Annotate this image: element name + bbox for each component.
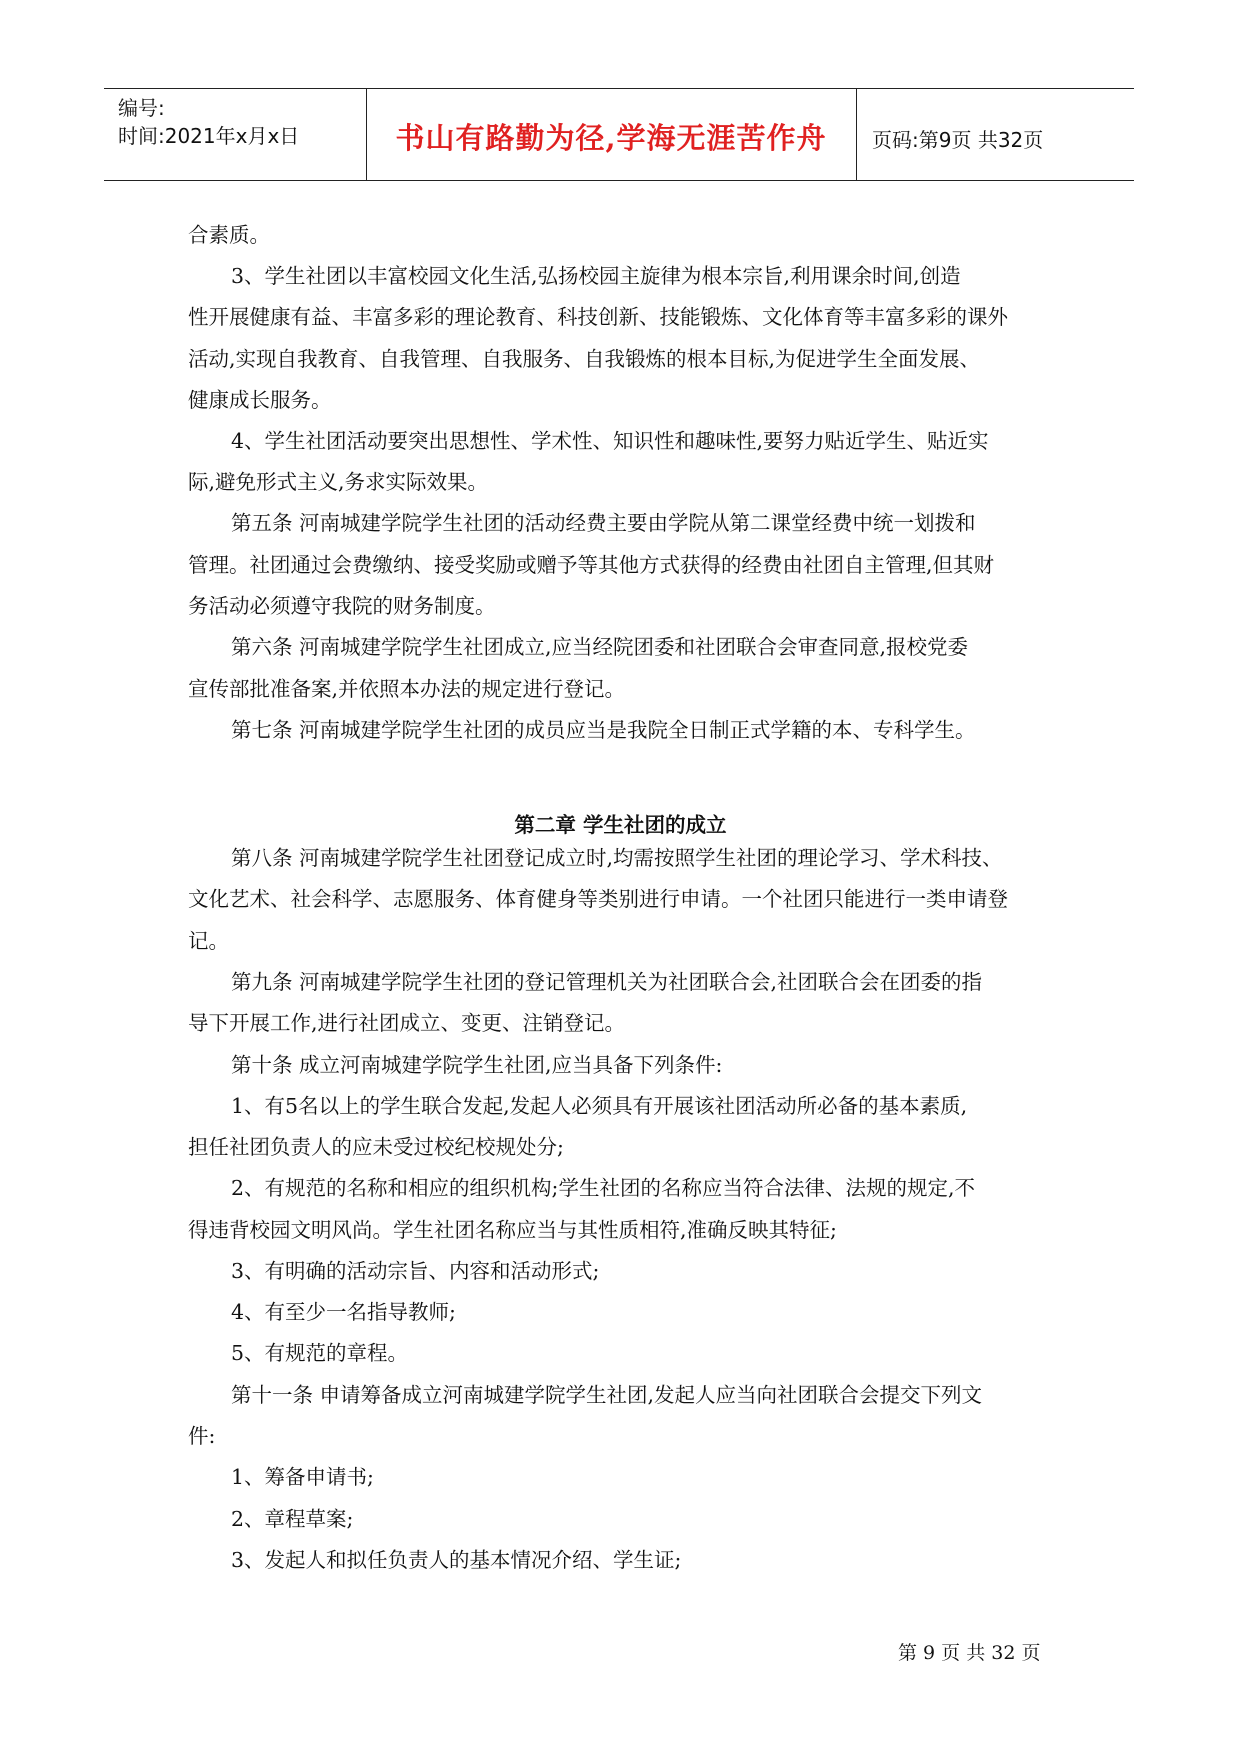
chapter-title: 第二章 学生社团的成立	[514, 813, 727, 837]
body-line-text: 第六条 河南城建学院学生社团成立,应当经院团委和社团联合会审查同意,报校党委	[231, 635, 969, 659]
body-line-text: 性开展健康有益、丰富多彩的理论教育、科技创新、技能锻炼、文化体育等丰富多彩的课外	[188, 305, 1008, 329]
body-line-text: 文化艺术、社会科学、志愿服务、体育健身等类别进行申请。一个社团只能进行一类申请登	[188, 887, 1008, 911]
body-line-text: 合素质。	[188, 223, 270, 247]
body-line-text: 4、有至少一名指导教师;	[231, 1300, 456, 1324]
body-line-text: 宣传部批准备案,并依照本办法的规定进行登记。	[188, 677, 626, 701]
header-page-label: 页码:第9页 共32页	[872, 128, 1044, 152]
header-bottom-rule	[104, 180, 1134, 181]
body-line-text: 健康成长服务。	[188, 388, 332, 412]
header-divider-right	[856, 88, 857, 180]
body-line-text: 2、有规范的名称和相应的组织机构;学生社团的名称应当符合法律、法规的规定,不	[231, 1176, 975, 1200]
body-line-text: 2、章程草案;	[231, 1507, 354, 1531]
body-line-text: 3、有明确的活动宗旨、内容和活动形式;	[231, 1259, 600, 1283]
header-time-label: 时间:2021年x月x日	[118, 124, 300, 148]
body-line-text: 际,避免形式主义,务求实际效果。	[188, 470, 489, 494]
page-footer: 第 9 页 共 32 页	[898, 1642, 1041, 1664]
body-line-text: 3、学生社团以丰富校园文化生活,弘扬校园主旋律为根本宗旨,利用课余时间,创造	[231, 264, 961, 288]
body-line-text: 4、学生社团活动要突出思想性、学术性、知识性和趣味性,要努力贴近学生、贴近实	[231, 429, 989, 453]
body-line-text: 第七条 河南城建学院学生社团的成员应当是我院全日制正式学籍的本、专科学生。	[231, 718, 976, 742]
body-line-text: 活动,实现自我教育、自我管理、自我服务、自我锻炼的根本目标,为促进学生全面发展、	[188, 347, 981, 371]
body-line-text: 件:	[188, 1424, 216, 1448]
body-line-text: 得违背校园文明风尚。学生社团名称应当与其性质相符,准确反映其特征;	[188, 1218, 837, 1242]
body-line-text: 5、有规范的章程。	[231, 1341, 409, 1365]
body-line-text: 第十一条 申请筹备成立河南城建学院学生社团,发起人应当向社团联合会提交下列文	[231, 1383, 983, 1407]
header-meta	[118, 94, 299, 150]
header-top-rule	[104, 88, 1134, 89]
header-number-label: 编号:	[118, 96, 165, 120]
body-line-text: 务活动必须遵守我院的财务制度。	[188, 594, 496, 618]
body-line-text: 管理。社团通过会费缴纳、接受奖励或赠予等其他方式获得的经费由社团自主管理,但其财	[188, 553, 995, 577]
body-line-text: 3、发起人和拟任负责人的基本情况介绍、学生证;	[231, 1548, 682, 1572]
body-line-text: 1、筹备申请书;	[231, 1465, 374, 1489]
body-line-text: 第八条 河南城建学院学生社团登记成立时,均需按照学生社团的理论学习、学术科技、	[231, 846, 1003, 870]
body-line-text: 记。	[188, 929, 229, 953]
body-line-text: 第九条 河南城建学院学生社团的登记管理机关为社团联合会,社团联合会在团委的指	[231, 970, 983, 994]
body-line-text: 第十条 成立河南城建学院学生社团,应当具备下列条件:	[231, 1053, 723, 1077]
body-line-text: 导下开展工作,进行社团成立、变更、注销登记。	[188, 1011, 626, 1035]
body-line-text: 第五条 河南城建学院学生社团的活动经费主要由学院从第二课堂经费中统一划拨和	[231, 511, 976, 535]
body-line-text: 1、有5名以上的学生联合发起,发起人必须具有开展该社团活动所必备的基本素质,	[231, 1094, 968, 1118]
page-header	[104, 88, 1134, 180]
body-line-text: 担任社团负责人的应未受过校纪校规处分;	[188, 1135, 564, 1159]
header-motto: 书山有路勤为径,学海无涯苦作舟	[395, 121, 827, 155]
